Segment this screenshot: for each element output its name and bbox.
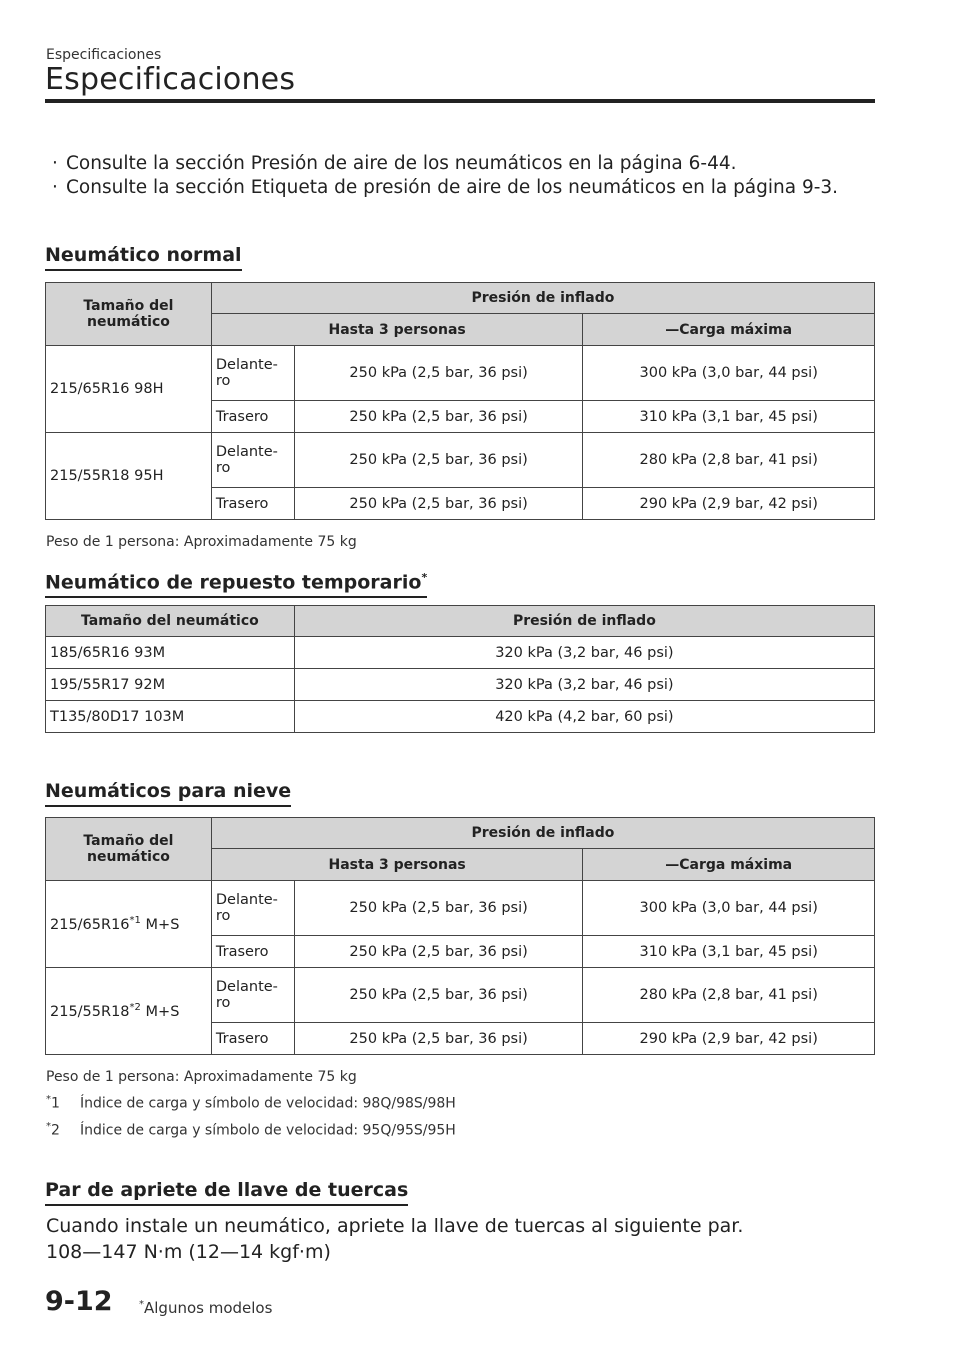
footer-note (139, 1299, 272, 1317)
header-divider (45, 99, 875, 103)
torque-body (46, 1213, 743, 1265)
position-cell: Delante-ro (211, 346, 294, 401)
table-row (46, 669, 875, 701)
header-section-label: Especificaciones (46, 47, 162, 63)
tire-size-cell: 195/55R17 92M (46, 669, 295, 701)
footer-mark: * (139, 1299, 144, 1310)
section-title-snow: Neumáticos para nieve (45, 779, 291, 807)
pressure-cell: 420 kPa (4,2 bar, 60 psi) (294, 701, 874, 733)
position-cell: Delante-ro (211, 968, 294, 1023)
spare-tire-table (45, 605, 875, 733)
tire-size-suffix: M+S (140, 1003, 180, 1020)
bullet-item: · Consulte la sección Presión de aire de los neumáticos en la página 6-44. (52, 152, 852, 176)
header-max-load: —Carga máxima (583, 849, 875, 881)
pressure-cell: 290 kPa (2,9 bar, 42 psi) (583, 1023, 875, 1055)
position-cell: Trasero (211, 936, 294, 968)
tire-size-cell (46, 968, 212, 1055)
tire-size-cell: 215/55R18 95H (46, 433, 212, 520)
bullet-item: · Consulte la sección Etiqueta de presión de aire de los neumáticos en la página 9-3. (52, 176, 852, 200)
header-tire-size: Tamaño del neumático (46, 283, 212, 346)
pressure-cell: 250 kPa (2,5 bar, 36 psi) (294, 1023, 583, 1055)
reference-bullets (52, 152, 852, 200)
tire-size-suffix: M+S (140, 916, 180, 933)
pressure-cell: 300 kPa (3,0 bar, 44 psi) (583, 346, 875, 401)
tire-size-cell: 215/65R16 98H (46, 346, 212, 433)
pressure-cell: 280 kPa (2,8 bar, 41 psi) (583, 968, 875, 1023)
pressure-cell: 310 kPa (3,1 bar, 45 psi) (583, 401, 875, 433)
header-inflation-pressure: Presión de inflado (211, 283, 874, 314)
pressure-cell: 250 kPa (2,5 bar, 36 psi) (294, 433, 583, 488)
footnote (46, 1094, 456, 1112)
snow-tire-table (45, 817, 875, 1055)
weight-note: Peso de 1 persona: Aproximadamente 75 kg (46, 1069, 357, 1085)
table-row (46, 346, 875, 401)
footnote-star: * (46, 1121, 51, 1132)
pressure-cell: 250 kPa (2,5 bar, 36 psi) (294, 346, 583, 401)
footnote-number: 2 (51, 1122, 60, 1139)
some-models-mark: * (421, 571, 428, 584)
pressure-cell: 320 kPa (3,2 bar, 46 psi) (294, 669, 874, 701)
pressure-cell: 280 kPa (2,8 bar, 41 psi) (583, 433, 875, 488)
header-inflation-pressure: Presión de inflado (211, 818, 874, 849)
position-cell: Delante-ro (211, 881, 294, 936)
torque-instruction: Cuando instale un neumático, apriete la llave de tuercas al siguiente par. (46, 1215, 744, 1237)
footnote-mark: *1 (129, 915, 141, 927)
weight-note: Peso de 1 persona: Aproximadamente 75 kg (46, 534, 357, 550)
pressure-cell: 310 kPa (3,1 bar, 45 psi) (583, 936, 875, 968)
pressure-cell: 320 kPa (3,2 bar, 46 psi) (294, 637, 874, 669)
footnote-number: 1 (51, 1095, 60, 1112)
tire-size-text: 215/65R16 (50, 916, 130, 933)
position-cell: Trasero (211, 488, 294, 520)
position-cell: Trasero (211, 1023, 294, 1055)
footnote (46, 1121, 456, 1139)
header-max-load: —Carga máxima (583, 314, 875, 346)
footnote-mark: *2 (129, 1002, 141, 1014)
header-up-to-3: Hasta 3 personas (211, 849, 583, 881)
table-row (46, 433, 875, 488)
pressure-cell: 250 kPa (2,5 bar, 36 psi) (294, 936, 583, 968)
header-tire-size: Tamaño del neumático (46, 606, 295, 637)
section-title-spare (45, 566, 427, 598)
tire-size-cell (46, 881, 212, 968)
table-row (46, 637, 875, 669)
position-cell: Delante-ro (211, 433, 294, 488)
page-title: Especificaciones (45, 62, 296, 97)
section-title-spare-text: Neumático de repuesto temporario (45, 571, 422, 594)
tire-size-cell: 185/65R16 93M (46, 637, 295, 669)
footnote-text: Índice de carga y símbolo de velocidad: 95Q/95S/95H (80, 1122, 456, 1139)
table-row (46, 701, 875, 733)
header-inflation-pressure: Presión de inflado (294, 606, 874, 637)
tire-size-cell: T135/80D17 103M (46, 701, 295, 733)
normal-tire-table (45, 282, 875, 520)
table-row (46, 881, 875, 936)
tire-size-text: 215/55R18 (50, 1003, 130, 1020)
position-cell: Trasero (211, 401, 294, 433)
pressure-cell: 250 kPa (2,5 bar, 36 psi) (294, 401, 583, 433)
pressure-cell: 290 kPa (2,9 bar, 42 psi) (583, 488, 875, 520)
table-row (46, 968, 875, 1023)
page-number: 9-12 (45, 1286, 113, 1317)
pressure-cell: 250 kPa (2,5 bar, 36 psi) (294, 968, 583, 1023)
footer-note-text: Algunos modelos (144, 1299, 273, 1317)
header-up-to-3: Hasta 3 personas (211, 314, 583, 346)
footnote-text: Índice de carga y símbolo de velocidad: 98Q/98S/98H (80, 1095, 456, 1112)
section-title-normal: Neumático normal (45, 243, 242, 271)
header-tire-size: Tamaño del neumático (46, 818, 212, 881)
pressure-cell: 300 kPa (3,0 bar, 44 psi) (583, 881, 875, 936)
pressure-cell: 250 kPa (2,5 bar, 36 psi) (294, 881, 583, 936)
footnote-star: * (46, 1094, 51, 1105)
section-title-torque: Par de apriete de llave de tuercas (45, 1178, 408, 1206)
pressure-cell: 250 kPa (2,5 bar, 36 psi) (294, 488, 583, 520)
torque-value: 108—147 N·m (12—14 kgf·m) (46, 1241, 331, 1263)
